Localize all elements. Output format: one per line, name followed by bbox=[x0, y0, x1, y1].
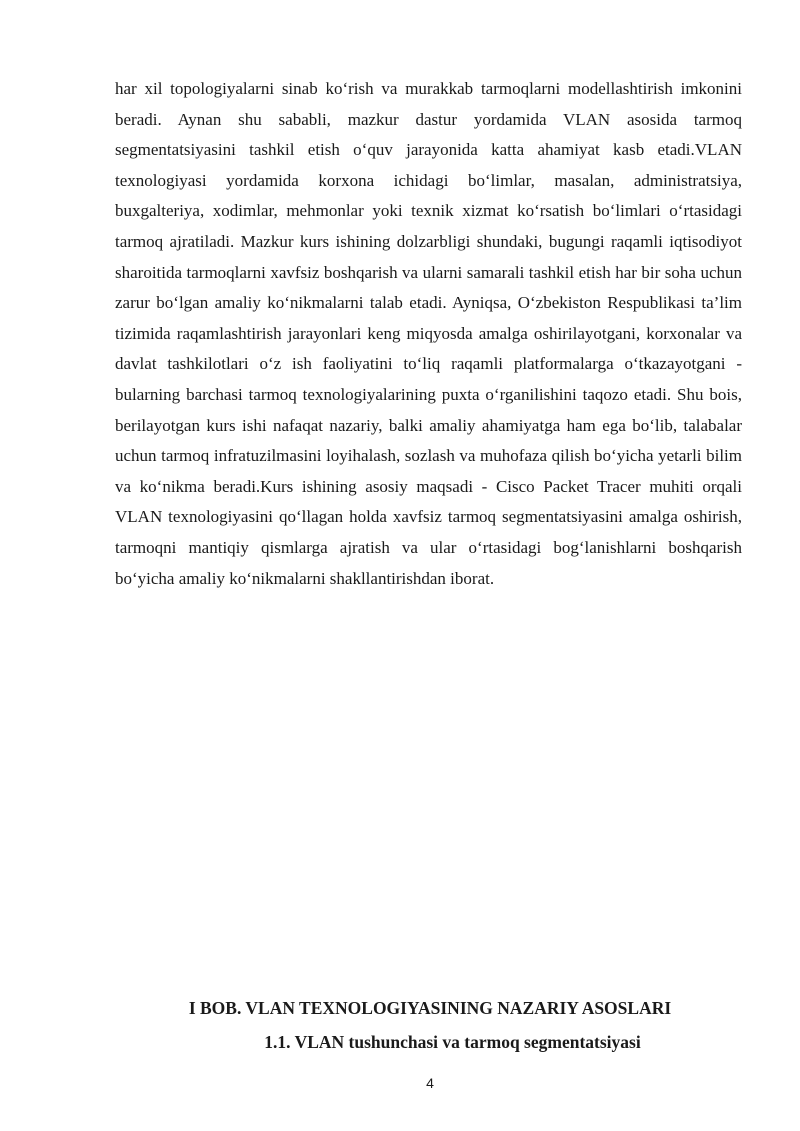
chapter-title: I BOB. VLAN TEXNOLOGIYASINING NAZARIY ASOSLARI bbox=[188, 998, 672, 1018]
body-paragraph: har xil topologiyalarni sinab ko‘rish va murakkab tarmoqlarni modellashtirish imkonini beradi. Aynan shu sababli, mazkur dastur yordamida VLAN asosida tarmoq segmentatsiyasini tashkil etish o‘quv jarayonida katta ahamiyat kasb etadi.VLAN texnologiyasi yordamida korxona ichidagi bo‘limlar, masalan, administratsiya, buxgalteriya, xodimlar, mehmonlar yoki texnik xizmat ko‘rsatish bo‘limlari o‘rtasidagi tarmoq ajratiladi. Mazkur kurs ishining dolzarbligi shundaki, bugungi raqamli iqtisodiyot sharoitida tarmoqlarni xavfsiz boshqarish va ularni samarali tashkil etish har bir soha uchun zarur bo‘lgan amaliy ko‘nikmalarni talab etadi. Ayniqsa, O‘zbekiston Respublikasi ta’lim tizimida raqamlashtirish jarayonlari keng miqyosda amalga oshirilayotgani, korxonalar va davlat tashkilotlari o‘z ish faoliyatini to‘liq raqamli platformalarga o‘tkazayotgani - bularning barchasi tarmoq texnologiyalarining puxta o‘rganilishini taqozo etadi. Shu bois, berilayotgan kurs ishi nafaqat nazariy, balki amaliy ahamiyatga ham ega bo‘lib, talabalar uchun tarmoq infratuzilmasini loyihalash, sozlash va muhofaza qilish bo‘yicha yetarli bilim va ko‘nikma beradi.Kurs ishining asosiy maqsadi - Cisco Packet Tracer muhiti orqali VLAN texnologiyasini qo‘llagan holda xavfsiz tarmoq segmentatsiyasini amalga oshirish, tarmoqni mantiqiy qismlarga ajratish va ular o‘rtasidagi bog‘lanishlarni boshqarish bo‘yicha amaliy ko‘nikmalarni shakllantirishdan iborat. bbox=[115, 79, 742, 588]
page-number: 4 bbox=[426, 1075, 434, 1091]
section-title: 1.1. VLAN tushunchasi va tarmoq segmentatsiyasi bbox=[264, 1032, 641, 1052]
